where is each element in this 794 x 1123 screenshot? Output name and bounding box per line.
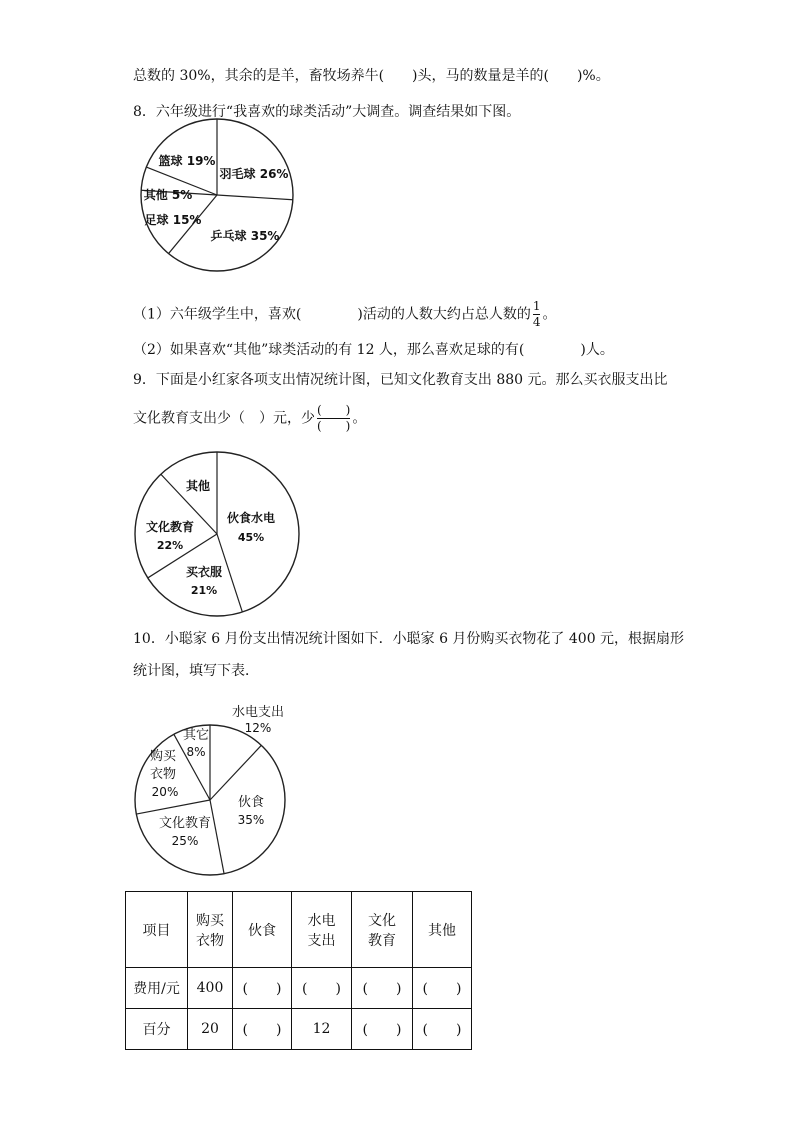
q9-line2-text: 文化教育支出少（ ）元，少 [133,410,315,427]
pie-slice-label: 购买 [149,749,177,764]
header-education: 文化 教育 [352,892,413,968]
pie-slice-label: 35% [237,813,265,827]
pie-chart-ball-games [140,123,300,268]
cell: ( ) [352,1009,413,1050]
expense-table [125,891,472,1050]
pie-slice-boundary [217,195,293,200]
pie-slice-label: 22% [156,539,184,552]
pie-slice-label: 其他 [185,479,211,493]
fraction-blank: $\frac{( )}{( )}$ [317,403,351,433]
pie-slice-label: 伙食水电 [226,511,276,525]
q10-line1: 10．小聪家 6 月份支出情况统计图如下．小聪家 6 月份购买衣物花了 400 元，根据扇形 [133,631,685,647]
pie-slice-label: 45% [237,531,265,544]
cell: 费用/元 [126,968,188,1009]
pie-slice-label: 其它 [182,728,210,743]
q7-tail-text: 总数的 30%，其余的是羊，畜牧场养牛( )头，马的数量是羊的( )%。 [133,68,610,84]
pie-slice-label: 8% [186,745,206,759]
pie-slice-label: 篮球 19% [158,154,216,168]
table-row [126,1009,472,1050]
q8-title: 8．六年级进行“我喜欢的球类活动”大调查。调查结果如下图。 [133,104,521,120]
pie-slice-boundary [210,745,261,800]
table-row [126,968,472,1009]
pie-chart-xiaohong-expenses [132,451,312,621]
pie-chart-xiaocong-june-expenses [120,692,360,882]
q8-sub1: （1）六年级学生中，喜欢( )活动的人数大约占总人数的 $\frac{1}{4}$ 。 [133,299,557,329]
pie-slice-label: 买衣服 [185,565,223,579]
pie-slice-label: 20% [151,785,179,799]
header-clothes: 购买 衣物 [188,892,233,968]
cell: ( ) [233,1009,292,1050]
header-utilities: 水电 支出 [292,892,352,968]
pie-slice-label: 12% [244,721,272,735]
pie-slice-boundary [210,800,224,874]
q8-sub2: （2）如果喜欢“其他”球类活动的有 12 人，那么喜欢足球的有( )人。 [133,342,614,358]
header-item: 项目 [126,892,188,968]
pie-slice-label: 羽毛球 26% [219,167,289,181]
fraction-one-quarter: $\frac{1}{4}$ [532,299,541,329]
pie-slice-label: 21% [190,584,218,597]
pie-slice-label: 水电支出 [231,705,285,720]
header-other: 其他 [413,892,472,968]
pie-slice-label: 伙食 [237,795,265,810]
pie-slice-label: 衣物 [149,767,177,782]
pie-slice-label: 25% [171,834,199,848]
pie-slice-boundary [136,800,210,814]
header-food: 伙食 [233,892,292,968]
q9-line2: 文化教育支出少（ ）元，少 $\frac{( )}{( )}$ 。 [133,403,367,433]
pie-slice-label: 文化教育 [145,520,195,534]
pie-slice-label: 文化教育 [158,816,212,831]
cell: 400 [188,968,233,1009]
q10-line2: 统计图，填写下表． [133,663,259,679]
pie-slice-label: 乒乓球 35% [210,229,280,243]
cell: ( ) [292,968,352,1009]
cell: 20 [188,1009,233,1050]
cell: 百分 [126,1009,188,1050]
q9-line1: 9．下面是小红家各项支出情况统计图，已知文化教育支出 880 元。那么买衣服支出比 [133,372,668,388]
cell: 12 [292,1009,352,1050]
cell: ( ) [413,968,472,1009]
pie-slice-label: 其他 5% [143,188,193,202]
cell: ( ) [233,968,292,1009]
q8-sub1-text: （1）六年级学生中，喜欢( )活动的人数大约占总人数的 [133,306,531,323]
cell: ( ) [413,1009,472,1050]
table-header-row [126,892,472,968]
pie-slice-label: 足球 15% [144,213,202,227]
cell: ( ) [352,968,413,1009]
